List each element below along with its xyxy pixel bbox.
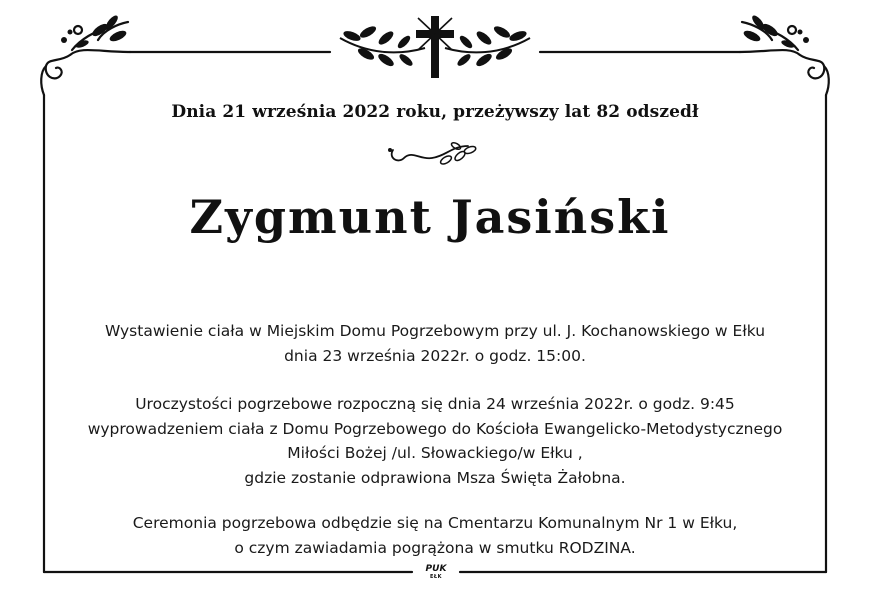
paragraph-line: gdzie zostanie odprawiona Msza Święta Żałobna.	[244, 468, 626, 487]
logo-main-text: PUK	[425, 564, 447, 574]
paragraph-line: dnia 23 września 2022r. o godz. 15:00.	[284, 346, 586, 365]
paragraph-line: Uroczystości pogrzebowe rozpoczną się dnia 24 września 2022r. o godz. 9:45	[135, 395, 735, 413]
cross-icon	[416, 16, 454, 78]
viewing-paragraph	[0, 319, 870, 368]
death-announcement-headline: Dnia 21 września 2022 roku, przeżywszy lat 82 odszedł	[171, 102, 699, 122]
paragraph-line: o czym zawiadamia pogrążona w smutku RODZINA.	[234, 538, 636, 557]
laurel-branch-icon	[340, 24, 425, 68]
deceased-name: Zygmunt Jasiński	[189, 190, 671, 244]
paragraph-line: Wystawienie ciała w Miejskim Domu Pogrzebowym przy ul. J. Kochanowskiego w Ełku	[104, 322, 766, 340]
logo-sub-text: EŁK	[429, 574, 442, 580]
laurel-branch-icon	[742, 14, 809, 50]
burial-paragraph	[0, 511, 870, 560]
laurel-branch-icon	[61, 14, 128, 50]
paragraph-line: Miłości Bożej /ul. Słowackiego/w Ełku ,	[287, 444, 583, 462]
footer-logo	[419, 565, 453, 581]
paragraph-line: wyprowadzeniem ciała z Domu Pogrzebowego do Kościoła Ewangelicko-Metodystycznego	[87, 419, 783, 438]
laurel-branch-icon	[445, 24, 530, 68]
paragraph-line: Ceremonia pogrzebowa odbędzie się na Cmentarzu Komunalnym Nr 1 w Ełku,	[132, 514, 738, 532]
divider-vine-icon	[388, 141, 477, 165]
ceremony-paragraph	[0, 392, 870, 490]
